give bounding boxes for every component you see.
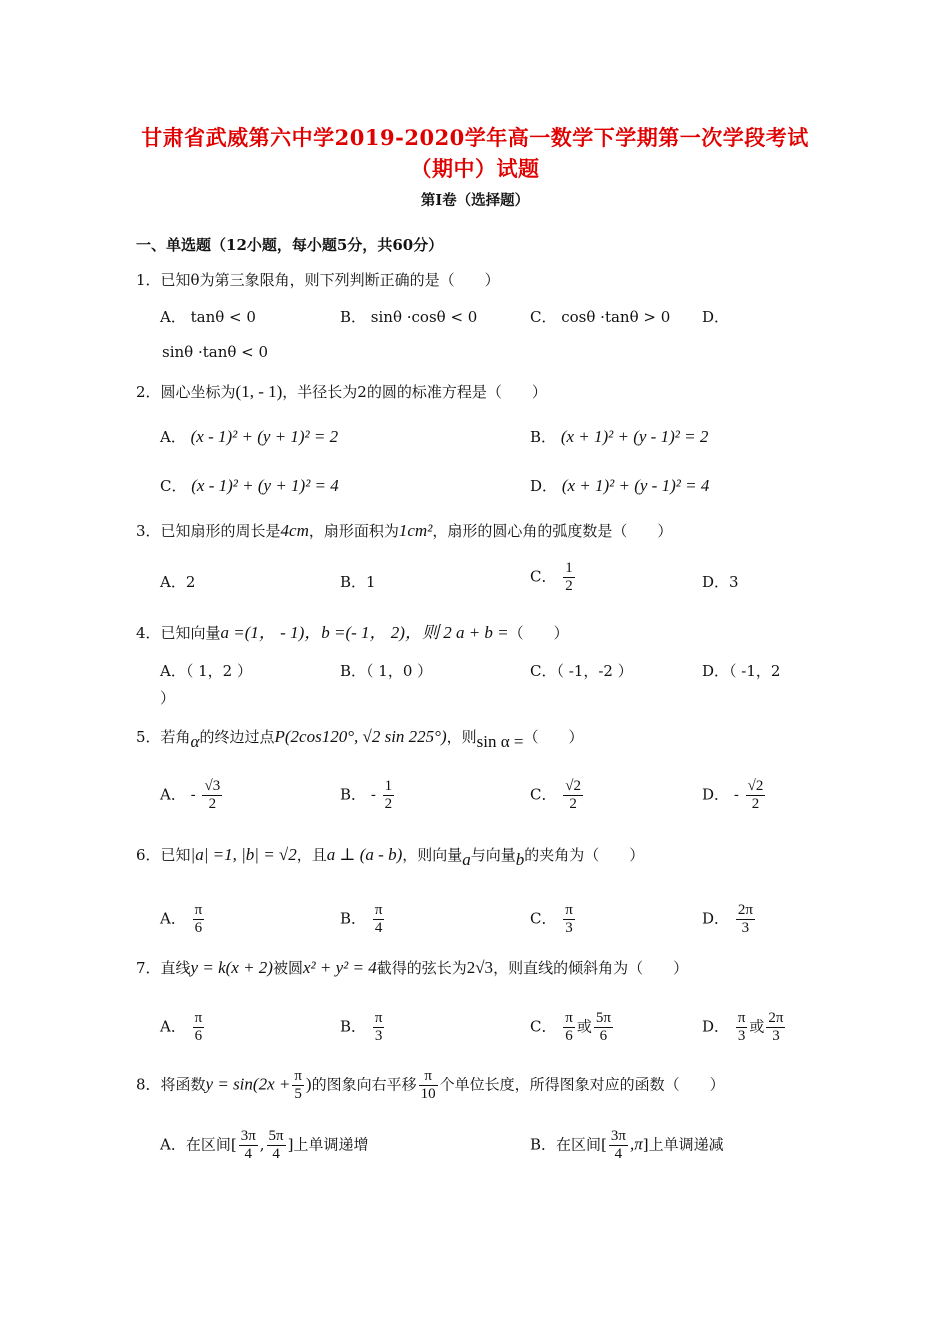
math-text: ，则向量 <box>402 846 463 864</box>
question-6-option-d <box>702 902 757 937</box>
math-text: 4cm <box>280 521 309 540</box>
math-text: 或 <box>576 1017 592 1036</box>
fraction <box>563 560 575 595</box>
question-8-option-a <box>160 1128 368 1163</box>
fraction-numerator: 1 <box>565 560 573 576</box>
question-1-option-d-label: D． <box>702 308 730 326</box>
fraction-numerator: π <box>565 902 573 918</box>
math-text: P(2cos120°, √2 sin 225°) <box>274 727 447 746</box>
math-text: y = sin(2x + <box>205 1074 291 1094</box>
question-1-stem: 1．已知θ为第三象限角，则下列判断正确的是（ ） <box>136 271 500 289</box>
math-text: - <box>733 785 739 804</box>
math-text: B． <box>530 428 557 446</box>
fraction-denominator: 6 <box>599 1028 608 1044</box>
math-text: C． <box>530 1017 557 1036</box>
question-1-option-b: B． sinθ ·cosθ < 0 <box>340 308 478 326</box>
math-text: B． <box>340 785 367 804</box>
math-text: B．在区间[ <box>530 1135 607 1154</box>
fraction-numerator: √2 <box>565 778 581 794</box>
fraction <box>373 1010 385 1045</box>
math-text: 与向量 <box>470 846 516 864</box>
math-text: 5．若角 <box>136 728 191 746</box>
math-text: D． <box>702 909 730 928</box>
fraction-numerator: π <box>374 1010 383 1026</box>
question-2-option-b <box>530 427 708 447</box>
fraction-denominator: 4 <box>614 1146 623 1162</box>
fraction-denominator: 6 <box>194 1028 203 1044</box>
fraction <box>383 778 395 813</box>
math-text: 2√3 <box>466 958 494 977</box>
fraction-denominator: 3 <box>374 1028 383 1044</box>
math-text: 8．将函数 <box>136 1075 206 1094</box>
math-text: C． <box>530 909 557 928</box>
question-5-option-b <box>340 778 396 813</box>
question-8-stem <box>136 1068 725 1103</box>
fraction-numerator: π <box>565 1010 573 1026</box>
fraction-numerator: 2π <box>737 902 753 918</box>
fraction <box>292 1068 304 1103</box>
fraction <box>736 902 755 937</box>
question-4-option-b: B．（ 1，0 ） <box>340 662 433 680</box>
fraction <box>239 1128 258 1163</box>
fraction-denominator: 2 <box>565 578 573 594</box>
fraction-numerator: 3π <box>610 1128 626 1144</box>
question-7-stem <box>136 958 688 978</box>
question-5-option-c <box>530 778 585 813</box>
fraction-denominator: 4 <box>272 1146 280 1162</box>
fraction-denominator: 2 <box>751 796 760 812</box>
fraction-numerator: 5π <box>268 1128 284 1144</box>
math-text: D． <box>530 477 558 495</box>
math-text: A． <box>160 1017 186 1036</box>
q2-center: (1, - 1) <box>235 382 283 401</box>
fraction-numerator: 2π <box>768 1010 784 1026</box>
math-text: ,π <box>629 1134 643 1154</box>
fraction-denominator: 4 <box>244 1146 252 1162</box>
math-text: (x - 1)² + (y + 1)² = 2 <box>190 427 339 446</box>
math-text: 个单位长度，所得图象对应的函数（ ） <box>439 1075 725 1094</box>
math-text: （ ） <box>523 728 584 746</box>
fraction <box>563 778 583 813</box>
math-text: (x - 1)² + (y + 1)² = 4 <box>191 476 339 495</box>
math-text: 6．已知 <box>136 846 191 864</box>
fraction-numerator: √2 <box>747 778 764 794</box>
question-3-option-c <box>530 560 577 595</box>
math-text: D． <box>702 785 730 804</box>
fraction-numerator: π <box>374 902 383 918</box>
math-text: a <box>462 850 471 869</box>
math-text: A．在区间[ <box>160 1135 237 1154</box>
fraction <box>202 778 222 813</box>
fraction <box>736 1010 748 1045</box>
fraction-denominator: 2 <box>384 796 393 812</box>
fraction-numerator: π <box>419 1068 438 1086</box>
math-text: B． <box>340 909 367 928</box>
math-text: D． <box>702 1017 730 1036</box>
question-4-option-d-cont: ） <box>160 689 176 707</box>
question-1-option-c: C． cosθ ·tanθ > 0 <box>530 308 671 326</box>
fraction-numerator: π <box>194 902 203 918</box>
q2-stem-pre: 2．圆心坐标为 <box>136 383 236 401</box>
question-7-option-a <box>160 1010 206 1045</box>
fraction-denominator: 3 <box>565 920 573 936</box>
math-text: a =(1， - 1)，b =(- 1， 2)，则 2 a + b = <box>220 623 509 642</box>
question-2-option-c <box>160 476 339 496</box>
math-text: y = k(x + 2) <box>190 958 273 977</box>
math-text: ，则直线的倾斜角为（ ） <box>493 959 689 977</box>
fraction <box>419 1068 438 1103</box>
question-7-option-d <box>702 1010 787 1045</box>
question-4-option-c: C．（ -1，-2 ） <box>530 662 633 680</box>
math-text: 或 <box>749 1017 765 1036</box>
math-text: B． <box>340 1017 367 1036</box>
fraction <box>373 902 385 937</box>
math-text: （ ） <box>508 624 569 642</box>
fraction <box>766 1010 785 1045</box>
math-text: 7．直线 <box>136 959 191 977</box>
fraction-denominator: 3 <box>772 1028 780 1044</box>
fraction <box>563 902 575 937</box>
math-text: C． <box>160 477 187 495</box>
exam-title-line2: （期中）试题 <box>410 156 540 181</box>
fraction-denominator: 3 <box>741 920 750 936</box>
math-text: 的终边过点 <box>199 728 275 746</box>
fraction-denominator: 6 <box>565 1028 573 1044</box>
question-5-stem <box>136 727 584 752</box>
fraction <box>563 1010 575 1045</box>
fraction <box>267 1128 286 1163</box>
question-7-option-b <box>340 1010 386 1045</box>
fraction <box>609 1128 628 1163</box>
question-6-option-a <box>160 902 206 937</box>
question-6-option-b <box>340 902 386 937</box>
question-5-option-d <box>702 778 767 813</box>
question-4-option-a: A．（ 1，2 ） <box>160 662 252 680</box>
math-text: 3．已知扇形的周长是 <box>136 522 281 540</box>
math-text: ，扇形的圆心角的弧度数是（ ） <box>432 522 673 540</box>
math-text: 4．已知向量 <box>136 624 221 642</box>
math-text: ]上单调递减 <box>642 1135 724 1154</box>
math-text: 截得的弦长为 <box>376 959 467 977</box>
math-text: a ⊥ (a - b) <box>326 845 403 864</box>
math-text: (x + 1)² + (y - 1)² = 2 <box>560 427 709 446</box>
question-1-option-d: sinθ ·tanθ < 0 <box>162 343 269 361</box>
question-4-option-d: D．（ -1，2 <box>702 662 781 680</box>
question-5-option-a <box>160 778 224 813</box>
question-3-option-b: B．1 <box>340 573 376 591</box>
math-text: C． <box>530 785 557 804</box>
math-text: 的图象向右平移 <box>311 1075 417 1094</box>
math-text: ) <box>305 1074 312 1094</box>
math-text: A． <box>160 909 186 928</box>
fraction <box>594 1010 613 1045</box>
fraction-denominator: 2 <box>569 796 577 812</box>
volume-subtitle: 第Ⅰ卷（选择题） <box>420 192 530 209</box>
q2-stem-post: ，半径长为2的圆的标准方程是（ ） <box>282 383 547 401</box>
question-1-option-a: A． tanθ < 0 <box>160 308 256 326</box>
math-text: (x + 1)² + (y - 1)² = 4 <box>561 476 710 495</box>
question-2-stem <box>136 382 547 402</box>
fraction-numerator: 3π <box>240 1128 256 1144</box>
question-3-option-a: A．2 <box>160 573 196 591</box>
exam-title-line1: 甘肃省武威第六中学2019-2020学年高一数学下学期第一次学段考试 <box>141 125 809 150</box>
fraction <box>193 902 205 937</box>
math-text: ，则 <box>446 728 477 746</box>
question-8-option-b <box>530 1128 724 1163</box>
question-3-option-d: D．3 <box>702 573 739 591</box>
math-text: ]上单调递增 <box>287 1135 369 1154</box>
fraction-numerator: √3 <box>204 778 221 794</box>
fraction-denominator: 3 <box>737 1028 746 1044</box>
fraction-numerator: π <box>194 1010 203 1026</box>
math-text: |a| =1, |b| = √2 <box>190 845 297 864</box>
math-text: A． <box>160 785 186 804</box>
math-text: C． <box>530 567 557 586</box>
question-4-stem <box>136 623 569 643</box>
math-text: - <box>370 785 376 804</box>
math-text: ，扇形面积为 <box>308 522 399 540</box>
question-7-option-c <box>530 1010 615 1045</box>
math-text: ，且 <box>296 846 327 864</box>
math-text: - <box>190 785 196 804</box>
fraction-denominator: 5 <box>294 1086 302 1102</box>
question-6-option-c <box>530 902 577 937</box>
math-text: sin α = <box>476 732 524 751</box>
fraction-denominator: 10 <box>420 1086 436 1102</box>
math-text: , <box>259 1135 265 1154</box>
math-text: α <box>190 732 200 751</box>
question-6-stem <box>136 845 644 870</box>
math-text: x² + y² = 4 <box>302 958 377 977</box>
fraction <box>193 1010 205 1045</box>
question-3-stem <box>136 521 672 541</box>
fraction-denominator: 4 <box>374 920 383 936</box>
fraction-numerator: 1 <box>384 778 393 794</box>
fraction-numerator: 5π <box>595 1010 611 1026</box>
math-text: 1cm² <box>398 521 433 540</box>
fraction-numerator: π <box>294 1068 302 1084</box>
math-text: b <box>515 850 525 869</box>
question-2-option-d <box>530 476 709 496</box>
math-text: 被圆 <box>272 959 303 977</box>
math-text: 的夹角为（ ） <box>524 846 645 864</box>
fraction-denominator: 2 <box>208 796 217 812</box>
math-text: A． <box>160 428 186 446</box>
section-heading: 一、单选题（12小题，每小题5分，共60分） <box>136 236 444 254</box>
fraction <box>746 778 766 813</box>
fraction-numerator: π <box>737 1010 746 1026</box>
fraction-denominator: 6 <box>194 920 203 936</box>
question-2-option-a <box>160 427 338 447</box>
